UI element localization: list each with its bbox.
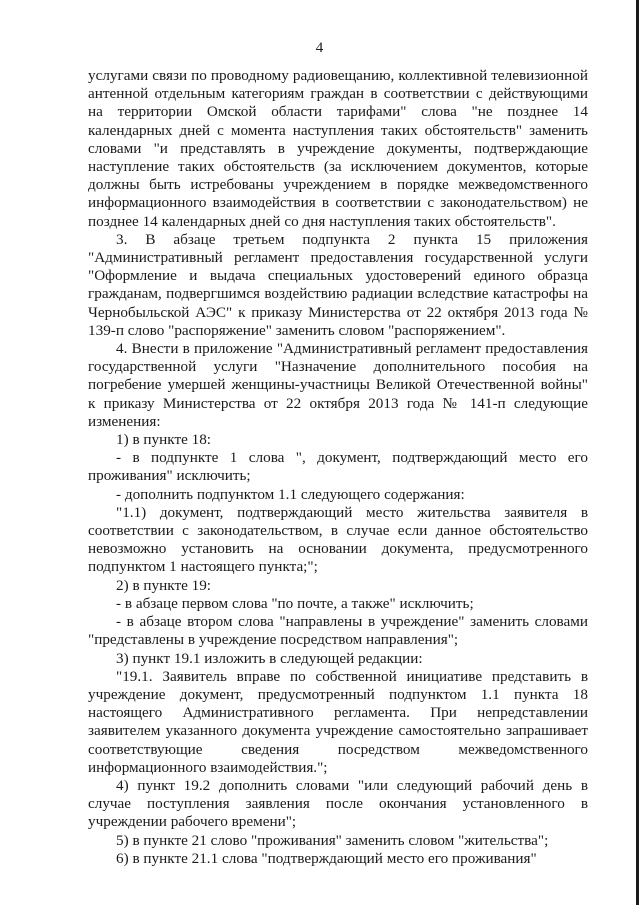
quoted-subitem-1-1: "1.1) документ, подтверждающий место жительства заявителя в соответствии с законодательством, в случае если данное обстоятельство невозможно установить на основании документа, предусмотренного подпунктом 1 настоящего пункта;"; xyxy=(88,503,588,576)
subitem-4: 4) пункт 19.2 дополнить словами "или следующий рабочий день в случае поступления заявления после окончания установленного в учреждении рабочего времени"; xyxy=(88,776,588,831)
document-body xyxy=(88,67,588,868)
subitem-1-dash-1: - в подпункте 1 слова ", документ, подтверждающий место его проживания" исключить; xyxy=(88,449,588,485)
subitem-1: 1) в пункте 18: xyxy=(116,431,212,449)
subitem-2-dash-2: - в абзаце втором слова "направлены в учреждение" заменить словами "представлены в учреждение посредством направления"; xyxy=(88,613,588,649)
subitem-5: 5) в пункте 21 слово "проживания" заменить словом "жительства"; xyxy=(116,831,549,849)
paragraph-item-3: 3. В абзаце третьем подпункта 2 пункта 15 приложения "Административный регламент предоставления государственной услуги "Оформление и выдача специальных удостоверений единого образца гражданам, подвергшимся воздействию радиации вследствие катастрофы на Чернобыльской АЭС" к приказу Министерства от 22 октября 2013 года № 139-п слово "распоряжение" заменить словом "распоряжением". xyxy=(88,230,588,339)
subitem-2: 2) в пункте 19: xyxy=(116,576,212,594)
subitem-6: 6) в пункте 21.1 слова "подтверждающий место его проживания" xyxy=(116,849,537,867)
subitem-1-dash-2: - дополнить подпунктом 1.1 следующего содержания: xyxy=(116,485,465,503)
page-number: 4 xyxy=(315,40,324,56)
paragraph-continuation: услугами связи по проводному радиовещанию, коллективной телевизионной антенной отдельным категориям граждан в соответствии с действующими на территории Омской области тарифами" слова "не позднее 14 календарных дней с момента наступления таких обстоятельств" заменить словами "и представлять в учреждение документы, подтверждающие наступление таких обстоятельств (за исключением документов, которые должны быть истребованы учреждением в порядке межведомственного информационного взаимодействия в соответствии с законодательством) не позднее 14 календарных дней со дня наступления таких обстоятельств". xyxy=(88,67,588,230)
subitem-3: 3) пункт 19.1 изложить в следующей редакции: xyxy=(116,649,423,667)
subitem-2-dash-1: - в абзаце первом слова "по почте, а также" исключить; xyxy=(116,594,474,612)
quoted-point-19-1: "19.1. Заявитель вправе по собственной инициативе представить в учреждение документ, предусмотренный подпунктом 1.1 пункта 18 настоящего Административного регламента. При непредставлении заявителем указанного документа учреждение самостоятельно запрашивает соответствующие сведения посредством межведомственного информационного взаимодействия."; xyxy=(88,667,588,776)
paragraph-item-4: 4. Внести в приложение "Административный регламент предоставления государственной услуги "Назначение дополнительного пособия на погребение умершей женщины-участницы Великой Отечественной войны" к приказу Министерства от 22 октября 2013 года № 141-п следующие изменения: xyxy=(88,340,588,430)
